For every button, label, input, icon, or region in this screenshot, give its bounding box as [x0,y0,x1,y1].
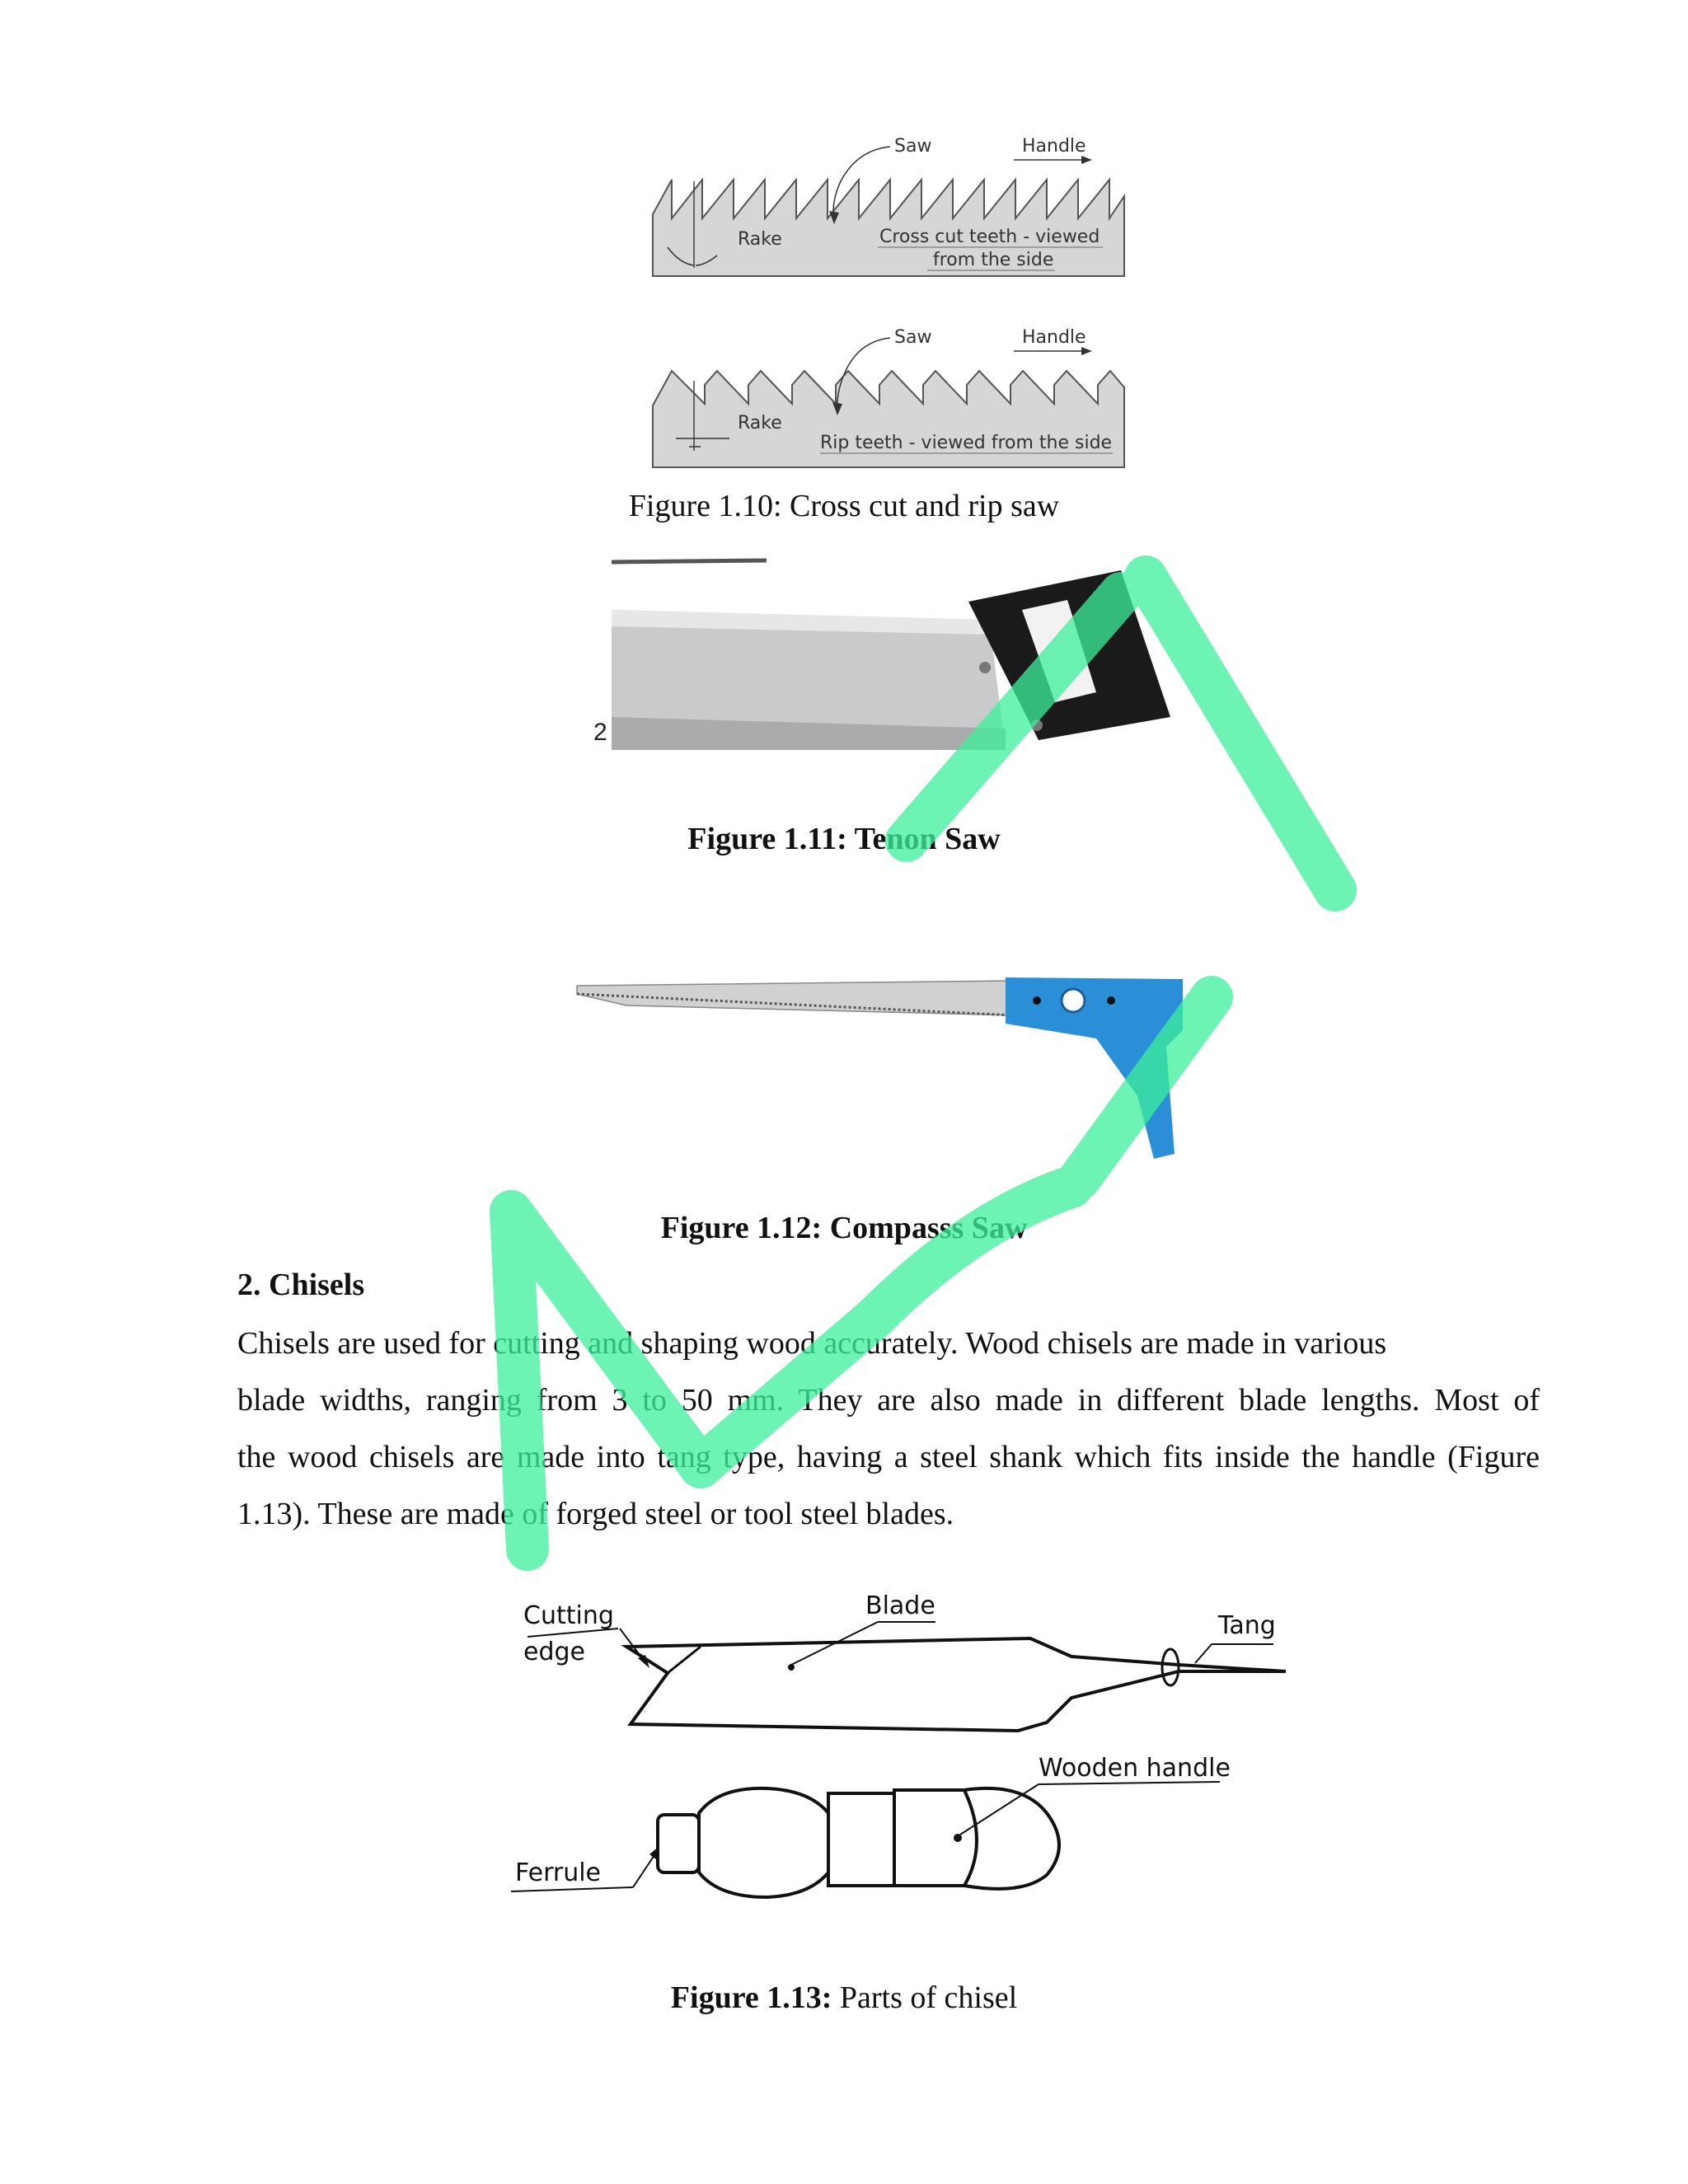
figure-1-13-caption [0,1980,1688,2018]
tenon-saw-image [593,552,1187,783]
paragraph-line: blade widths, ranging from 3 to 50 mm. They are also made in different blade lengths. Most of [237,1383,1540,1418]
chisel-diagram [503,1566,1311,1945]
wooden-handle-label: Wooden handle [1039,1754,1231,1783]
paragraph-line: the wood chisels are made into tang type, having a steel shank which fits inside the handle (Figure [237,1440,1540,1474]
tenon-stray-mark: 2 [593,719,607,746]
rip-saw-label: Saw [894,327,932,348]
cutting-edge-label-line1: Cutting [523,1601,614,1630]
cutting-edge-label-line2: edge [523,1638,585,1666]
paragraph-line: 1.13). These are made of forged steel or tool steel blades. [237,1497,954,1531]
section-heading-chisels: 2. Chisels [237,1268,365,1302]
crosscut-desc-line2: from the side [933,250,1054,270]
crosscut-saw-label: Saw [894,136,932,157]
paragraph-line: Chisels are used for cutting and shaping wood accurately. Wood chisels are made in various [237,1326,1387,1361]
crosscut-teeth-diagram [643,132,1137,280]
rip-handle-label: Handle [1022,327,1086,348]
crosscut-handle-label: Handle [1022,136,1086,157]
rip-rake-label: Rake [738,413,782,434]
figure-1-13-caption-bold: Figure 1.13: [670,1980,832,2015]
tang-label: Tang [1218,1611,1276,1640]
crosscut-desc-line1: Cross cut teeth - viewed [879,227,1100,247]
blade-label: Blade [865,1591,935,1620]
compass-saw-image [569,972,1212,1170]
figure-1-13-caption-rest: Parts of chisel [832,1980,1018,2015]
chisels-paragraph [237,1315,1540,1543]
rip-desc-label: Rip teeth - viewed from the side [820,433,1113,453]
figure-1-11-caption: Figure 1.11: Tenon Saw [687,822,1001,856]
figure-1-12-caption: Figure 1.12: Compasss Saw [660,1211,1028,1245]
figure-1-10-caption: Figure 1.10: Cross cut and rip saw [628,489,1060,523]
crosscut-rake-label: Rake [738,229,782,250]
rip-teeth-diagram [643,323,1137,471]
ferrule-label: Ferrule [515,1858,602,1887]
